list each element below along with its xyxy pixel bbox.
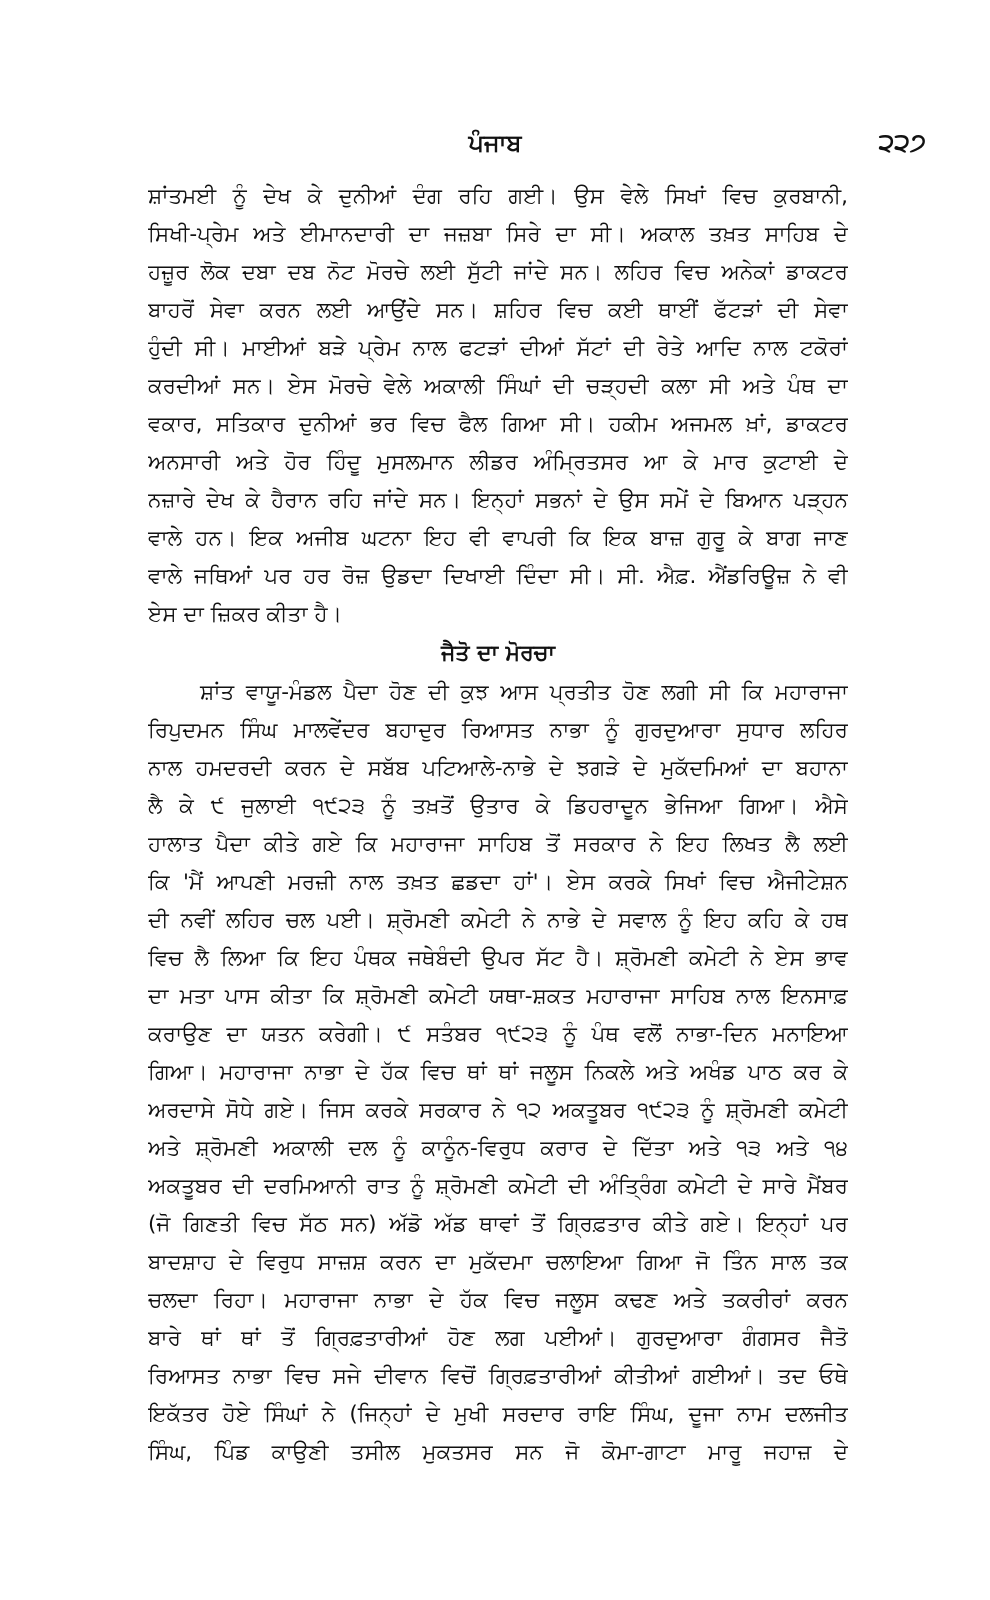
text-line: ਰਿਆਸਤ ਨਾਭਾ ਵਿਚ ਸਜੇ ਦੀਵਾਨ ਵਿਚੋਂ ਗ੍ਰਿਫ਼ਤਾਰੀਆਂ ਕੀਤੀਆਂ ਗਈਆਂ। ਤਦ ਓਥੇ [148,1364,848,1389]
text-line: ਹਾਲਾਤ ਪੈਦਾ ਕੀਤੇ ਗਏ ਕਿ ਮਹਾਰਾਜਾ ਸਾਹਿਬ ਤੋਂ ਸਰਕਾਰ ਨੇ ਇਹ ਲਿਖਤ ਲੈ ਲਈ [148,832,848,857]
running-title: ਪੰਜਾਬ [468,129,522,157]
paragraph-2 [148,674,848,1472]
text-line: ਅਕਤੂਬਰ ਦੀ ਦਰਮਿਆਨੀ ਰਾਤ ਨੂੰ ਸ਼੍ਰੋਮਣੀ ਕਮੇਟੀ ਦੀ ਅੰਤ੍ਰਿੰਗ ਕਮੇਟੀ ਦੇ ਸਾਰੇ ਮੈਂਬਰ [148,1174,848,1199]
text-line: ਏਸ ਦਾ ਜ਼ਿਕਰ ਕੀਤਾ ਹੈ। [148,602,343,627]
text-line: ਸਿੰਘ, ਪਿੰਡ ਕਾਉਣੀ ਤਸੀਲ ਮੁਕਤਸਰ ਸਨ ਜੋ ਕੋਮਾ-ਗਾਟਾ ਮਾਰੂ ਜਹਾਜ਼ ਦੇ [148,1440,848,1465]
text-line: ਵਕਾਰ, ਸਤਿਕਾਰ ਦੁਨੀਆਂ ਭਰ ਵਿਚ ਫੈਲ ਗਿਆ ਸੀ। ਹਕੀਮ ਅਜਮਲ ਖ਼ਾਂ, ਡਾਕਟਰ [148,412,848,437]
text-line: ਦਾ ਮਤਾ ਪਾਸ ਕੀਤਾ ਕਿ ਸ਼੍ਰੋਮਣੀ ਕਮੇਟੀ ਯਥਾ-ਸ਼ਕਤ ਮਹਾਰਾਜਾ ਸਾਹਿਬ ਨਾਲ ਇਨਸਾਫ਼ [148,984,848,1009]
text-line: ਵਿਚ ਲੈ ਲਿਆ ਕਿ ਇਹ ਪੰਥਕ ਜਥੇਬੰਦੀ ਉਪਰ ਸੱਟ ਹੈ। ਸ਼੍ਰੋਮਣੀ ਕਮੇਟੀ ਨੇ ਏਸ ਭਾਵ [148,946,848,971]
text-line: ਬਾਦਸ਼ਾਹ ਦੇ ਵਿਰੁਧ ਸਾਜ਼ਸ਼ ਕਰਨ ਦਾ ਮੁਕੱਦਮਾ ਚਲਾਇਆ ਗਿਆ ਜੋ ਤਿੰਨ ਸਾਲ ਤਕ [148,1250,848,1275]
text-line: ਹਜ਼ੂਰ ਲੋਕ ਦਬਾ ਦਬ ਨੋਟ ਮੋਰਚੇ ਲਈ ਸੁੱਟੀ ਜਾਂਦੇ ਸਨ। ਲਹਿਰ ਵਿਚ ਅਨੇਕਾਂ ਡਾਕਟਰ [148,260,848,285]
text-line: ਅਨਸਾਰੀ ਅਤੇ ਹੋਰ ਹਿੰਦੂ ਮੁਸਲਮਾਨ ਲੀਡਰ ਅੰਮ੍ਰਿਤਸਰ ਆ ਕੇ ਮਾਰ ਕੁਟਾਈ ਦੇ [148,450,848,475]
body-text [148,178,848,1472]
text-line: ਰਿਪੁਦਮਨ ਸਿੰਘ ਮਾਲਵੇਂਦਰ ਬਹਾਦੁਰ ਰਿਆਸਤ ਨਾਭਾ ਨੂੰ ਗੁਰਦੁਆਰਾ ਸੁਧਾਰ ਲਹਿਰ [148,718,848,743]
text-line: ਵਾਲੇ ਹਨ। ਇਕ ਅਜੀਬ ਘਟਨਾ ਇਹ ਵੀ ਵਾਪਰੀ ਕਿ ਇਕ ਬਾਜ਼ ਗੁਰੂ ਕੇ ਬਾਗ ਜਾਣ [148,526,848,551]
text-line: ਚਲਦਾ ਰਿਹਾ। ਮਹਾਰਾਜਾ ਨਾਭਾ ਦੇ ਹੱਕ ਵਿਚ ਜਲੂਸ ਕਢਣ ਅਤੇ ਤਕਰੀਰਾਂ ਕਰਨ [148,1288,848,1313]
text-line: ਕਿ 'ਮੈਂ ਆਪਣੀ ਮਰਜ਼ੀ ਨਾਲ ਤਖ਼ਤ ਛਡਦਾ ਹਾਂ'। ਏਸ ਕਰਕੇ ਸਿਖਾਂ ਵਿਚ ਐਜੀਟੇਸ਼ਨ [148,870,848,895]
text-line: ਅਤੇ ਸ਼੍ਰੋਮਣੀ ਅਕਾਲੀ ਦਲ ਨੂੰ ਕਾਨੂੰਨ-ਵਿਰੁਧ ਕਰਾਰ ਦੇ ਦਿੱਤਾ ਅਤੇ ੧੩ ਅਤੇ ੧੪ [148,1136,848,1161]
text-line: (ਜੋ ਗਿਣਤੀ ਵਿਚ ਸੱਠ ਸਨ) ਅੱਡੋ ਅੱਡ ਥਾਵਾਂ ਤੋਂ ਗ੍ਰਿਫ਼ਤਾਰ ਕੀਤੇ ਗਏ। ਇਨ੍ਹਾਂ ਪਰ [148,1212,848,1237]
section-heading: ਜੈਤੋ ਦਾ ਮੋਰਚਾ [441,641,555,666]
text-line: ਨਜ਼ਾਰੇ ਦੇਖ ਕੇ ਹੈਰਾਨ ਰਹਿ ਜਾਂਦੇ ਸਨ। ਇਨ੍ਹਾਂ ਸਭਨਾਂ ਦੇ ਉਸ ਸਮੇਂ ਦੇ ਬਿਆਨ ਪੜ੍ਹਨ [148,488,848,513]
text-line: ਕਰਾਉਣ ਦਾ ਯਤਨ ਕਰੇਗੀ। ੯ ਸਤੰਬਰ ੧੯੨੩ ਨੂੰ ਪੰਥ ਵਲੋਂ ਨਾਭਾ-ਦਿਨ ਮਨਾਇਆ [148,1022,848,1047]
text-line: ਕਰਦੀਆਂ ਸਨ। ਏਸ ਮੋਰਚੇ ਵੇਲੇ ਅਕਾਲੀ ਸਿੰਘਾਂ ਦੀ ਚੜ੍ਹਦੀ ਕਲਾ ਸੀ ਅਤੇ ਪੰਥ ਦਾ [148,374,848,399]
text-line: ਬਾਰੇ ਥਾਂ ਥਾਂ ਤੋਂ ਗ੍ਰਿਫ਼ਤਾਰੀਆਂ ਹੋਣ ਲਗ ਪਈਆਂ। ਗੁਰਦੁਆਰਾ ਗੰਗਸਰ ਜੈਤੋ [148,1326,848,1351]
text-line: ਦੀ ਨਵੀਂ ਲਹਿਰ ਚਲ ਪਈ। ਸ਼੍ਰੋਮਣੀ ਕਮੇਟੀ ਨੇ ਨਾਭੇ ਦੇ ਸਵਾਲ ਨੂੰ ਇਹ ਕਹਿ ਕੇ ਹਥ [148,908,848,933]
text-line: ਅਰਦਾਸੇ ਸੋਧੇ ਗਏ। ਜਿਸ ਕਰਕੇ ਸਰਕਾਰ ਨੇ ੧੨ ਅਕਤੂਬਰ ੧੯੨੩ ਨੂੰ ਸ਼੍ਰੋਮਣੀ ਕਮੇਟੀ [148,1098,848,1123]
page-number: ੨੨੭ [878,128,926,157]
text-line: ਹੁੰਦੀ ਸੀ। ਮਾਈਆਂ ਬੜੇ ਪ੍ਰੇਮ ਨਾਲ ਫਟੜਾਂ ਦੀਆਂ ਸੱਟਾਂ ਦੀ ਰੇਤੇ ਆਦਿ ਨਾਲ ਟਕੋਰਾਂ [148,336,848,361]
text-line: ਵਾਲੇ ਜਥਿਆਂ ਪਰ ਹਰ ਰੋਜ਼ ਉਡਦਾ ਦਿਖਾਈ ਦਿੰਦਾ ਸੀ। ਸੀ. ਐਫ਼. ਐਂਡਰਿਊਜ਼ ਨੇ ਵੀ [148,564,848,589]
text-line: ਸਿਖੀ-ਪ੍ਰੇਮ ਅਤੇ ਈਮਾਨਦਾਰੀ ਦਾ ਜਜ਼ਬਾ ਸਿਰੇ ਦਾ ਸੀ। ਅਕਾਲ ਤਖ਼ਤ ਸਾਹਿਬ ਦੇ [148,222,848,247]
text-line: ਇਕੱਤਰ ਹੋਏ ਸਿੰਘਾਂ ਨੇ (ਜਿਨ੍ਹਾਂ ਦੇ ਮੁਖੀ ਸਰਦਾਰ ਰਾਇ ਸਿੰਘ, ਦੂਜਾ ਨਾਮ ਦਲਜੀਤ [148,1402,848,1427]
text-line: ਗਿਆ। ਮਹਾਰਾਜਾ ਨਾਭਾ ਦੇ ਹੱਕ ਵਿਚ ਥਾਂ ਥਾਂ ਜਲੂਸ ਨਿਕਲੇ ਅਤੇ ਅਖੰਡ ਪਾਠ ਕਰ ਕੇ [148,1060,848,1085]
text-line: ਨਾਲ ਹਮਦਰਦੀ ਕਰਨ ਦੇ ਸਬੱਬ ਪਟਿਆਲੇ-ਨਾਭੇ ਦੇ ਝਗੜੇ ਦੇ ਮੁਕੱਦਮਿਆਂ ਦਾ ਬਹਾਨਾ [148,756,848,781]
text-line: ਸ਼ਾਂਤ ਵਾਯੂ-ਮੰਡਲ ਪੈਦਾ ਹੋਣ ਦੀ ਕੁਝ ਆਸ ਪ੍ਰਤੀਤ ਹੋਣ ਲਗੀ ਸੀ ਕਿ ਮਹਾਰਾਜਾ [200,680,848,705]
text-line: ਲੈ ਕੇ ੯ ਜੁਲਾਈ ੧੯੨੩ ਨੂੰ ਤਖ਼ਤੋਂ ਉਤਾਰ ਕੇ ਡਿਹਰਾਦੂਨ ਭੇਜਿਆ ਗਿਆ। ਐਸੇ [148,794,848,819]
text-line: ਸ਼ਾਂਤਮਈ ਨੂੰ ਦੇਖ ਕੇ ਦੁਨੀਆਂ ਦੰਗ ਰਹਿ ਗਈ। ਉਸ ਵੇਲੇ ਸਿਖਾਂ ਵਿਚ ਕੁਰਬਾਨੀ, [148,184,848,209]
text-line: ਬਾਹਰੋਂ ਸੇਵਾ ਕਰਨ ਲਈ ਆਉਂਦੇ ਸਨ। ਸ਼ਹਿਰ ਵਿਚ ਕਈ ਥਾਈਂ ਫੱਟੜਾਂ ਦੀ ਸੇਵਾ [148,298,848,323]
paragraph-1 [148,178,848,634]
